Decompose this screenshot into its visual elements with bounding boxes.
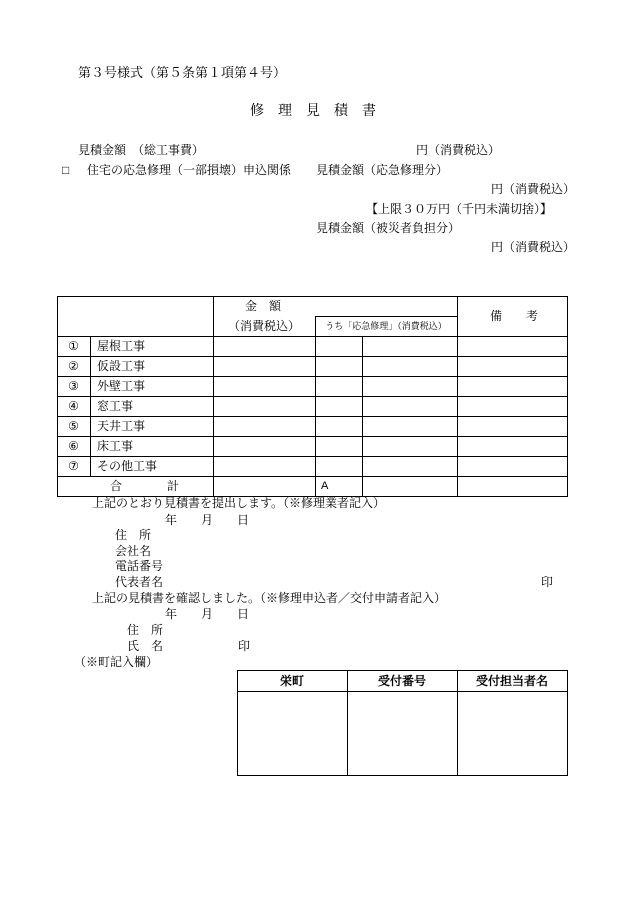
contractor-seal-mark: 印	[541, 575, 554, 589]
table-row-other	[57, 456, 567, 476]
town-header-staff-name: 受付担当者名	[475, 674, 548, 688]
row-item-label: 仮設工事	[97, 359, 146, 373]
row-number: ⑦	[68, 459, 79, 473]
estimate-table	[57, 296, 567, 496]
town-header-reception-number: 受付番号	[377, 674, 426, 688]
applicant-date: 年 月 日	[165, 607, 250, 621]
total-label: 合 計	[110, 479, 187, 493]
row-number: ②	[68, 359, 79, 373]
town-entry-note: （※町記入欄）	[74, 655, 159, 669]
applicant-name-label: 氏 名	[127, 639, 164, 653]
form-number: 第３号様式（第５条第１項第４号）	[78, 65, 287, 80]
contractor-representative-label: 代表者名	[115, 575, 164, 589]
row-number: ③	[68, 379, 79, 393]
row-item-label: 窓工事	[97, 399, 134, 413]
contractor-phone-label: 電話番号	[115, 559, 164, 573]
contractor-statement: 上記のとおり見積書を提出します。（※修理業者記入）	[92, 496, 386, 510]
applicant-statement: 上記の見積書を確認しました。（※修理申込者／交付申請者記入）	[92, 591, 447, 605]
row-item-label: 天井工事	[97, 419, 146, 433]
applicant-seal-mark: 印	[238, 639, 251, 653]
row-item-label: 外壁工事	[97, 379, 146, 393]
town-cell-sakaemachi	[238, 692, 347, 775]
row-item-label: 床工事	[97, 439, 134, 453]
amount-header: 金 額	[245, 299, 282, 313]
emergency-amount-header: うち「応急修理」（消費税込）	[325, 321, 447, 331]
row-number: ⑤	[68, 419, 79, 433]
emergency-estimate-unit: 円（消費税込）	[491, 182, 576, 196]
contractor-date: 年 月 日	[165, 513, 250, 527]
town-cell-reception-number	[348, 692, 457, 775]
emergency-limit-note: 【上限３０万円（千円未満切捨）】	[366, 202, 553, 216]
emergency-repair-checkbox: □	[62, 163, 70, 177]
emergency-estimate-label: 見積金額（応急修理分）	[316, 163, 449, 177]
table-row-exterior-wall	[57, 376, 567, 396]
table-row-temporary	[57, 356, 567, 376]
row-number: ①	[68, 339, 79, 353]
contractor-company-label: 会社名	[115, 544, 152, 558]
emergency-repair-label: 住宅の応急修理（一部損壊）申込関係	[87, 163, 292, 177]
table-row-total	[57, 476, 567, 496]
total-mark: A	[321, 480, 329, 492]
total-estimate-unit: 円（消費税込）	[416, 143, 501, 157]
town-table	[237, 670, 567, 775]
table-row-window	[57, 396, 567, 416]
town-header-sakaemachi: 栄町	[279, 674, 304, 688]
victim-share-label: 見積金額（被災者負担分）	[316, 221, 461, 235]
amount-tax-header: （消費税込）	[228, 319, 301, 333]
row-item-label: その他工事	[97, 459, 158, 473]
table-row-roof	[57, 336, 567, 356]
page-title: 修 理 見 積 書	[250, 104, 376, 119]
table-row-ceiling	[57, 416, 567, 436]
applicant-address-label: 住 所	[127, 623, 164, 637]
total-estimate-label: 見積金額 （総工事費）	[78, 143, 205, 157]
table-row-floor	[57, 436, 567, 456]
row-number: ④	[68, 399, 79, 413]
town-cell-staff-name	[458, 692, 567, 775]
row-number: ⑥	[68, 439, 79, 453]
contractor-address-label: 住 所	[115, 528, 152, 542]
remarks-header: 備 考	[490, 309, 539, 323]
row-item-label: 屋根工事	[97, 339, 146, 353]
victim-share-unit: 円（消費税込）	[491, 240, 576, 254]
